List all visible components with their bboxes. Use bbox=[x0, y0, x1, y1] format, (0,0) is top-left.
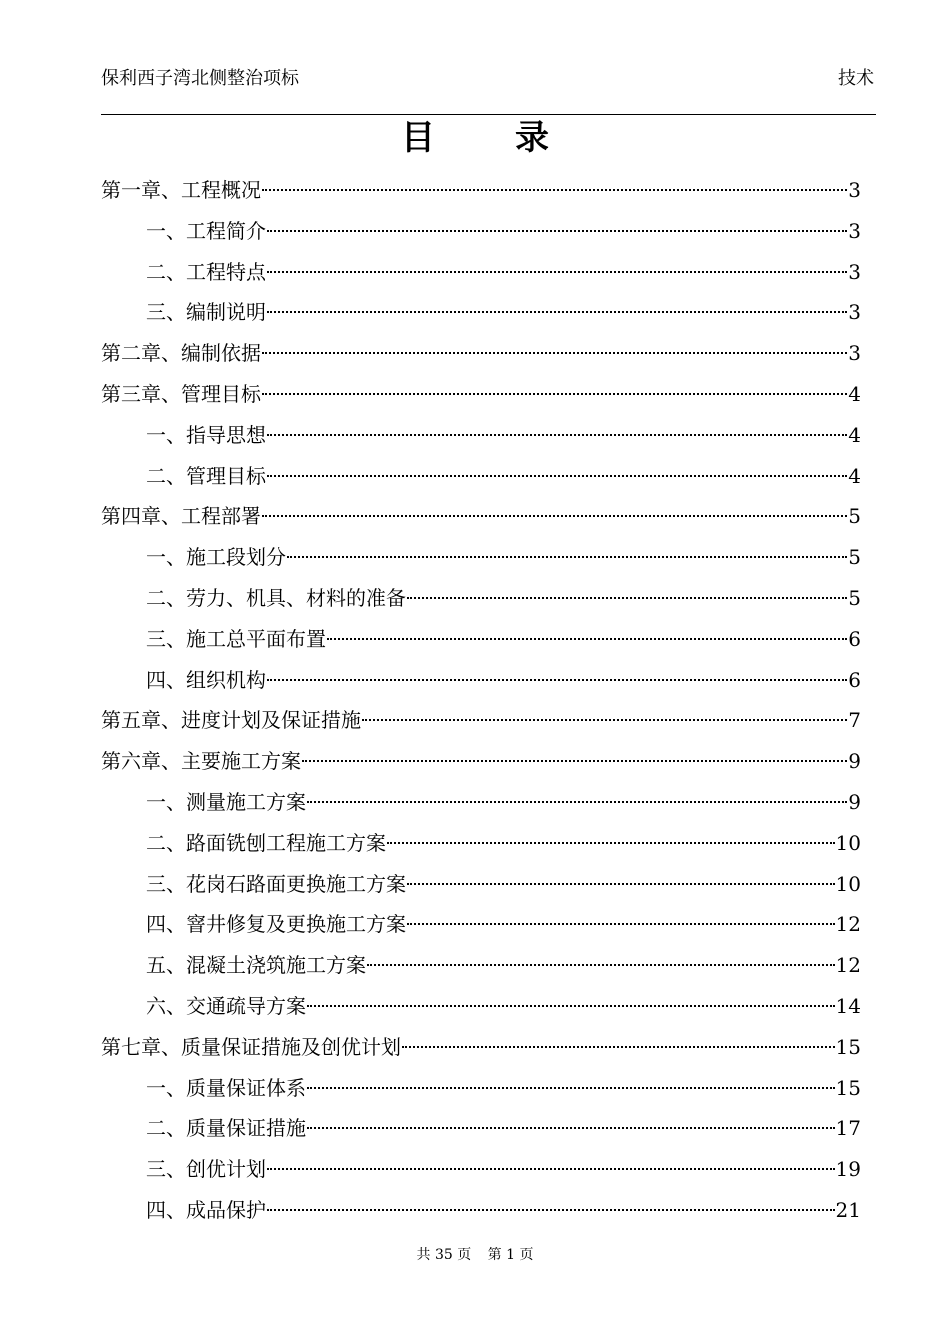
toc-entry[interactable] bbox=[101, 1190, 861, 1231]
toc-entry-page: 6 bbox=[848, 626, 861, 651]
toc-entry-text: 第七章、质量保证措施及创优计划 bbox=[101, 1034, 401, 1059]
toc-entry-text: 第三章、管理目标 bbox=[101, 381, 261, 406]
toc-entry[interactable] bbox=[101, 252, 861, 293]
table-of-contents bbox=[101, 170, 861, 1231]
toc-entry-text: 第五章、进度计划及保证措施 bbox=[101, 708, 361, 733]
toc-leader-dots bbox=[307, 801, 847, 803]
toc-entry-text: 三、编制说明 bbox=[146, 300, 266, 325]
toc-entry[interactable] bbox=[101, 292, 861, 333]
toc-entry-page: 21 bbox=[835, 1197, 861, 1222]
toc-entry-page: 5 bbox=[848, 585, 861, 610]
header-section-label: 技术 bbox=[838, 68, 874, 89]
toc-leader-dots bbox=[287, 556, 847, 558]
toc-leader-dots bbox=[267, 230, 847, 232]
toc-entry-page: 10 bbox=[835, 830, 861, 855]
toc-entry-text: 第二章、编制依据 bbox=[101, 341, 261, 366]
toc-entry[interactable] bbox=[101, 1027, 861, 1068]
toc-leader-dots bbox=[407, 597, 847, 599]
toc-entry[interactable] bbox=[101, 660, 861, 701]
toc-entry-text: 四、组织机构 bbox=[146, 667, 266, 692]
toc-entry[interactable] bbox=[101, 496, 861, 537]
toc-leader-dots bbox=[267, 679, 847, 681]
toc-entry[interactable] bbox=[101, 945, 861, 986]
toc-entry-page: 3 bbox=[848, 300, 861, 325]
toc-entry-page: 5 bbox=[848, 504, 861, 529]
toc-leader-dots bbox=[402, 1046, 835, 1048]
toc-entry-text: 四、窨井修复及更换施工方案 bbox=[146, 912, 406, 937]
toc-leader-dots bbox=[267, 475, 847, 477]
toc-entry-page: 12 bbox=[835, 912, 861, 937]
toc-entry-text: 五、混凝土浇筑施工方案 bbox=[146, 953, 366, 978]
toc-leader-dots bbox=[262, 352, 847, 354]
toc-entry-text: 一、指导思想 bbox=[146, 422, 266, 447]
toc-entry[interactable] bbox=[101, 904, 861, 945]
toc-entry[interactable] bbox=[101, 619, 861, 660]
toc-leader-dots bbox=[267, 271, 847, 273]
toc-entry-text: 第四章、工程部署 bbox=[101, 504, 261, 529]
toc-entry-text: 六、交通疏导方案 bbox=[146, 993, 306, 1018]
toc-leader-dots bbox=[267, 1209, 835, 1211]
toc-leader-dots bbox=[327, 638, 847, 640]
toc-entry[interactable] bbox=[101, 211, 861, 252]
toc-entry-page: 17 bbox=[835, 1116, 861, 1141]
toc-leader-dots bbox=[267, 311, 847, 313]
toc-leader-dots bbox=[367, 964, 835, 966]
toc-entry[interactable] bbox=[101, 415, 861, 456]
toc-entry[interactable] bbox=[101, 578, 861, 619]
toc-entry-page: 10 bbox=[835, 871, 861, 896]
toc-entry-page: 4 bbox=[848, 381, 861, 406]
toc-entry-text: 二、质量保证措施 bbox=[146, 1116, 306, 1141]
toc-entry[interactable] bbox=[101, 864, 861, 905]
toc-entry-page: 3 bbox=[848, 178, 861, 202]
toc-entry-page: 5 bbox=[848, 545, 861, 570]
toc-entry-page: 14 bbox=[835, 993, 861, 1018]
toc-leader-dots bbox=[362, 719, 847, 721]
toc-entry-text: 二、管理目标 bbox=[146, 463, 266, 488]
toc-entry[interactable] bbox=[101, 537, 861, 578]
toc-entry[interactable] bbox=[101, 823, 861, 864]
toc-entry-text: 二、工程特点 bbox=[146, 259, 266, 284]
toc-entry-text: 三、创优计划 bbox=[146, 1157, 266, 1182]
toc-leader-dots bbox=[307, 1005, 835, 1007]
toc-leader-dots bbox=[307, 1087, 835, 1089]
toc-entry-text: 二、劳力、机具、材料的准备 bbox=[146, 585, 406, 610]
toc-entry-text: 一、工程简介 bbox=[146, 218, 266, 243]
toc-leader-dots bbox=[407, 923, 835, 925]
toc-entry[interactable] bbox=[101, 333, 861, 374]
toc-entry-page: 3 bbox=[848, 259, 861, 284]
toc-leader-dots bbox=[267, 434, 847, 436]
toc-entry-page: 4 bbox=[848, 422, 861, 447]
footer-total-pages: 共 35 页 bbox=[416, 1247, 472, 1263]
toc-entry-page: 3 bbox=[848, 218, 861, 243]
toc-entry-text: 一、质量保证体系 bbox=[146, 1075, 306, 1100]
header-project-name: 保利西子湾北侧整治项标 bbox=[101, 68, 299, 89]
toc-entry[interactable] bbox=[101, 986, 861, 1027]
toc-entry-page: 9 bbox=[848, 789, 861, 814]
toc-title: 目录 bbox=[401, 118, 629, 158]
toc-entry[interactable] bbox=[101, 1068, 861, 1109]
toc-entry-text: 二、路面铣刨工程施工方案 bbox=[146, 830, 386, 855]
toc-leader-dots bbox=[407, 883, 835, 885]
toc-entry[interactable] bbox=[101, 1108, 861, 1149]
toc-leader-dots bbox=[262, 515, 847, 517]
toc-leader-dots bbox=[262, 189, 847, 191]
page-header bbox=[101, 68, 876, 115]
toc-entry-text: 第一章、工程概况 bbox=[101, 178, 261, 202]
toc-entry[interactable] bbox=[101, 700, 861, 741]
toc-leader-dots bbox=[387, 842, 835, 844]
toc-entry-page: 9 bbox=[848, 749, 861, 774]
toc-entry[interactable] bbox=[101, 170, 861, 211]
toc-entry-text: 一、测量施工方案 bbox=[146, 789, 306, 814]
toc-entry[interactable] bbox=[101, 1149, 861, 1190]
footer-current-page: 第 1 页 bbox=[487, 1247, 534, 1263]
toc-entry[interactable] bbox=[101, 741, 861, 782]
toc-entry-text: 三、施工总平面布置 bbox=[146, 626, 326, 651]
toc-leader-dots bbox=[302, 760, 847, 762]
toc-entry-page: 12 bbox=[835, 953, 861, 978]
toc-entry-page: 19 bbox=[835, 1157, 861, 1182]
toc-entry-text: 三、花岗石路面更换施工方案 bbox=[146, 871, 406, 896]
toc-entry[interactable] bbox=[101, 374, 861, 415]
toc-entry[interactable] bbox=[101, 782, 861, 823]
toc-entry-page: 7 bbox=[848, 708, 861, 733]
toc-entry-page: 3 bbox=[848, 341, 861, 366]
toc-entry-text: 四、成品保护 bbox=[146, 1197, 266, 1222]
page-footer bbox=[0, 1246, 950, 1264]
toc-entry[interactable] bbox=[101, 456, 861, 497]
toc-entry-text: 第六章、主要施工方案 bbox=[101, 749, 301, 774]
toc-entry-text: 一、施工段划分 bbox=[146, 545, 286, 570]
toc-leader-dots bbox=[307, 1127, 835, 1129]
toc-entry-page: 15 bbox=[835, 1075, 861, 1100]
toc-entry-page: 6 bbox=[848, 667, 861, 692]
toc-entry-page: 15 bbox=[835, 1034, 861, 1059]
toc-leader-dots bbox=[267, 1168, 835, 1170]
toc-leader-dots bbox=[262, 393, 847, 395]
toc-entry-page: 4 bbox=[848, 463, 861, 488]
